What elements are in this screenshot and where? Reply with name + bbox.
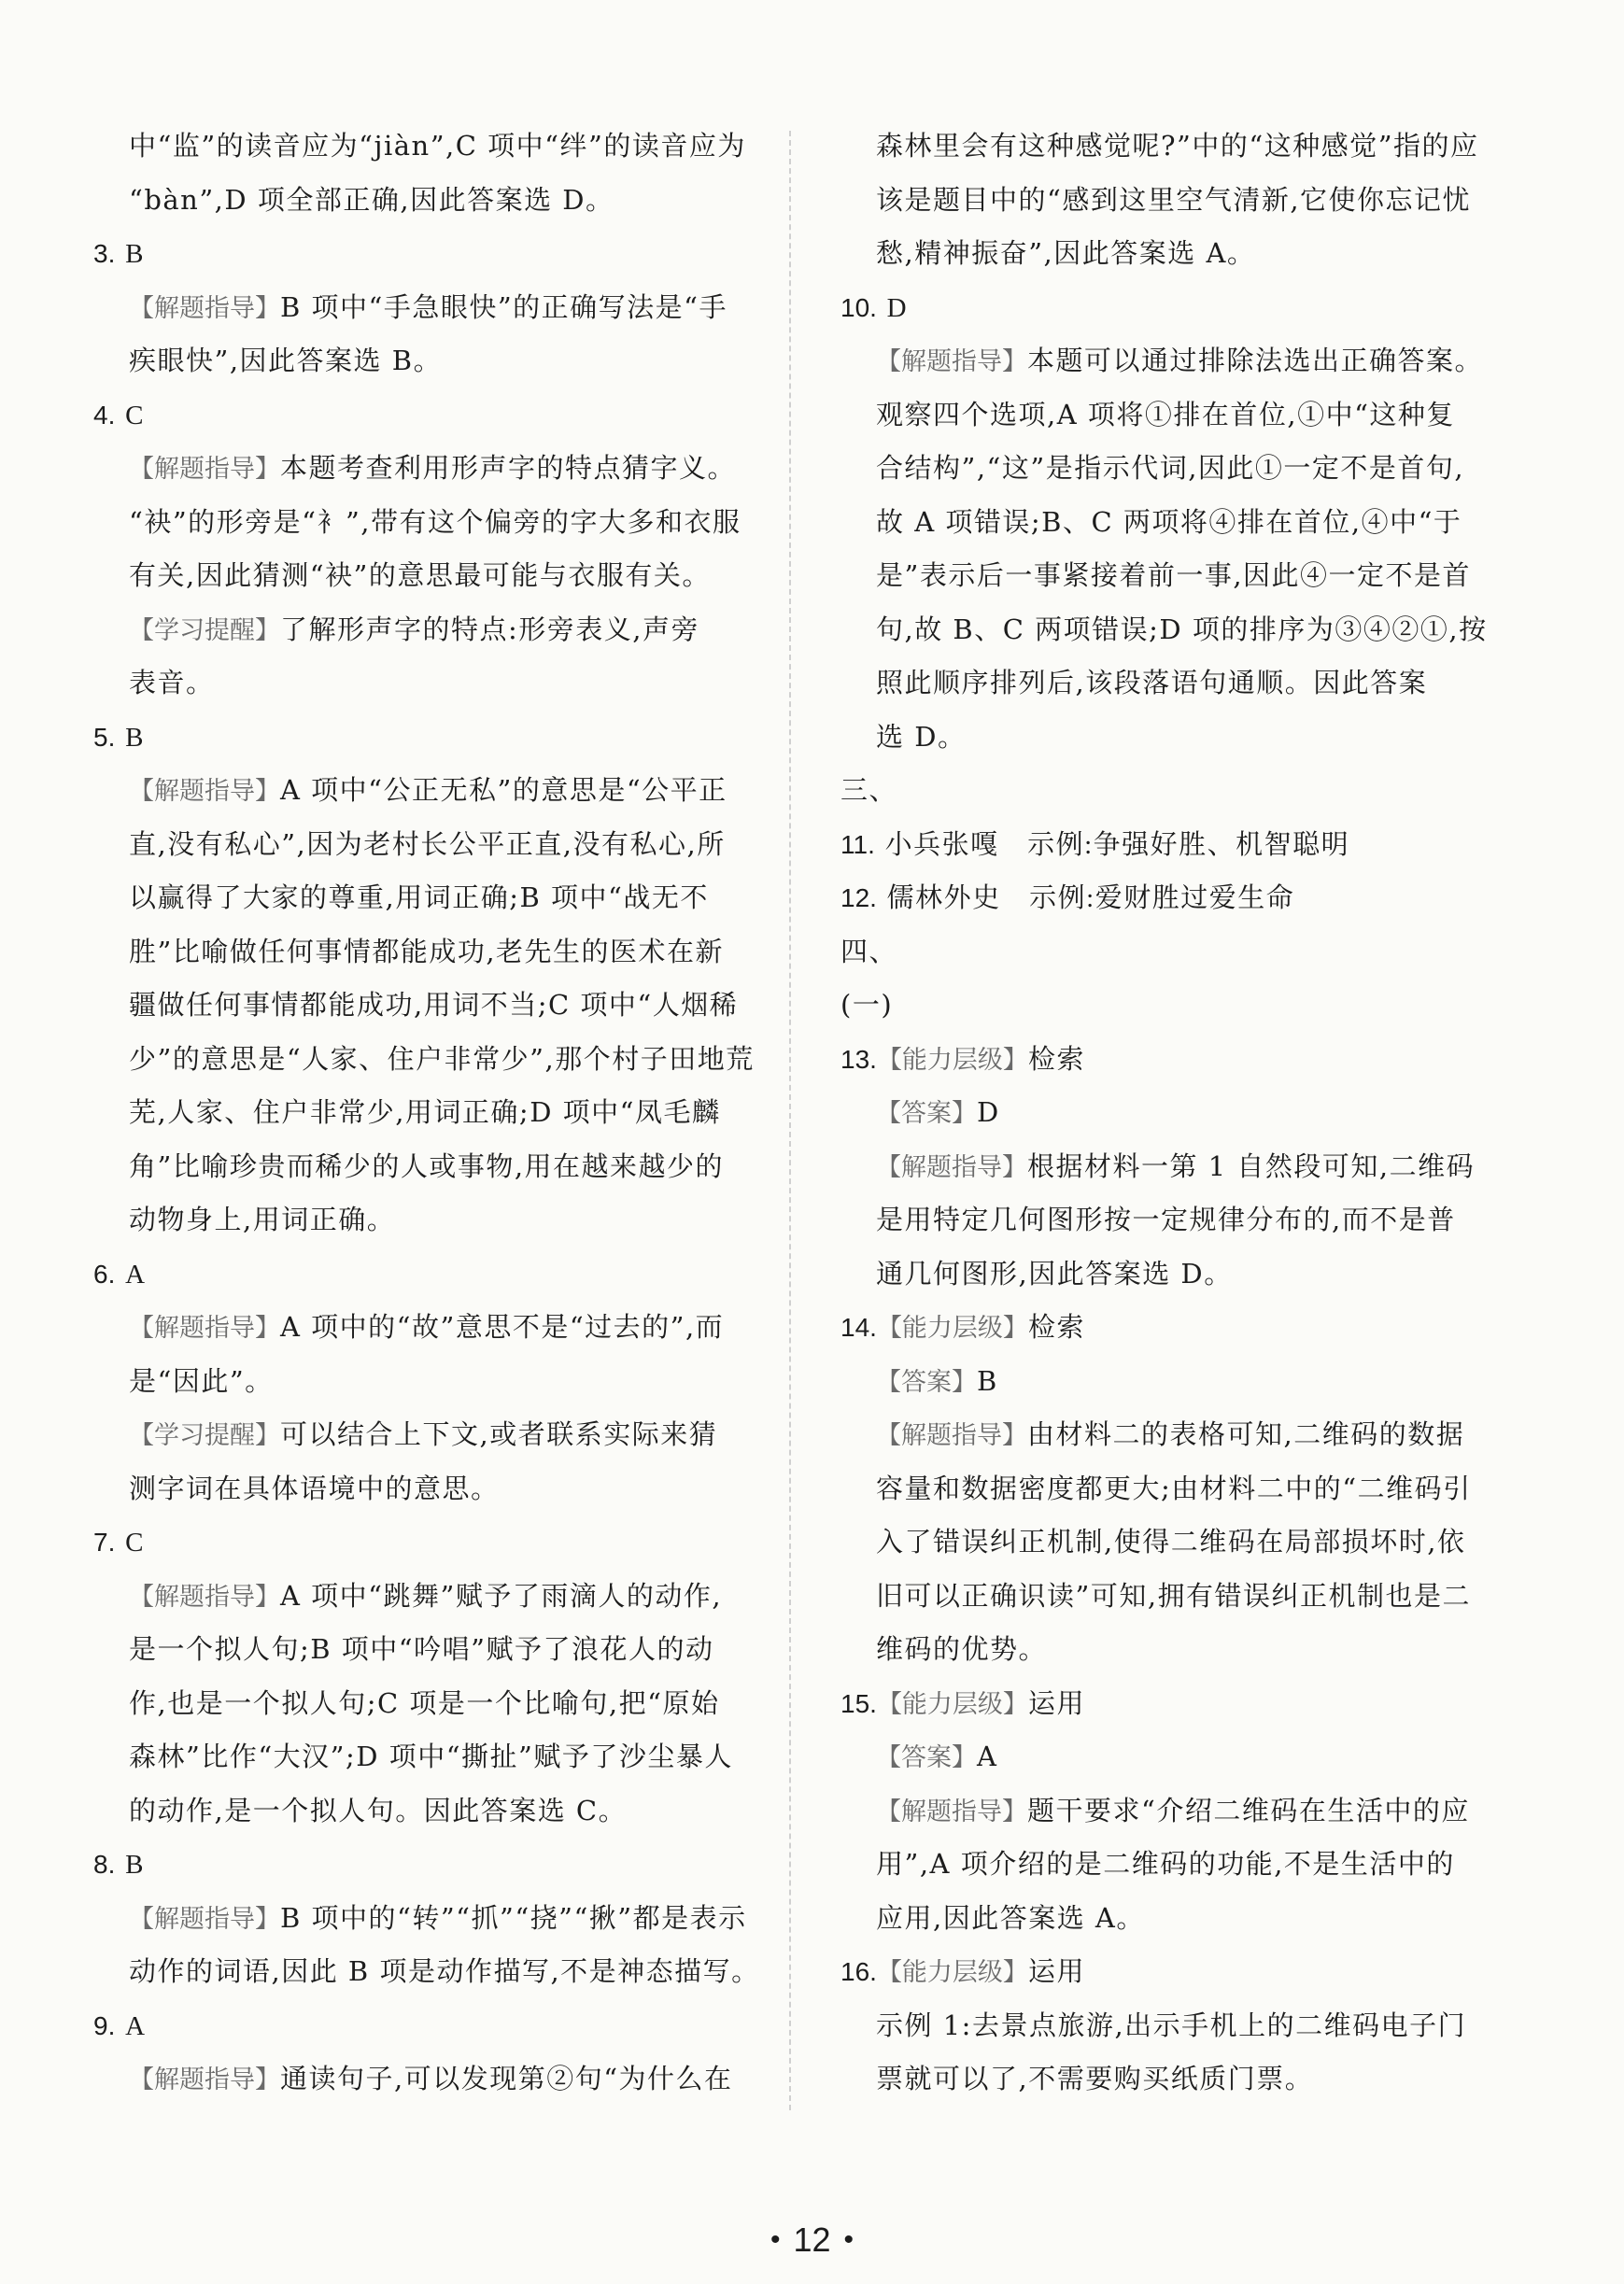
text-line — [840, 1838, 1513, 1892]
line-text: 是一个拟人句;B 项中“吟唱”赋予了浪花人的动 — [129, 1633, 714, 1665]
section-heading-text: 三、 — [840, 774, 898, 806]
text-line — [93, 120, 761, 174]
section-heading-text: (一) — [840, 989, 894, 1021]
right-column — [840, 120, 1513, 2107]
explanation-tag: 【解题指导】 — [129, 777, 280, 806]
ability-level-text: 检索 — [1027, 1311, 1085, 1343]
question-answer-line — [93, 388, 761, 443]
question-answer-line — [93, 1838, 761, 1892]
text-line — [93, 656, 761, 711]
line-text: 旧可以正确识读”可知,拥有错误纠正机制也是二 — [876, 1579, 1472, 1612]
page-footer — [0, 2221, 1624, 2260]
ability-level-text: 运用 — [1027, 1686, 1085, 1719]
answer-text: B — [125, 1850, 145, 1880]
tagged-line — [840, 334, 1513, 388]
text-line — [840, 1892, 1513, 1946]
explanation-tag: 【解题指导】 — [129, 293, 280, 323]
line-text: 是”表示后一事紧接着前一事,因此④一定不是首 — [876, 559, 1472, 591]
text-line — [93, 871, 761, 925]
explanation-tag: 【答案】 — [876, 1743, 977, 1772]
text-line — [840, 1248, 1513, 1302]
line-text: 中“监”的读音应为“jiàn”,C 项中“绊”的读音应为 — [129, 130, 746, 162]
explanation-tag: 【解题指导】 — [129, 2065, 280, 2094]
explanation-tag: 【学习提醒】 — [129, 615, 280, 645]
line-text: 通几何图形,因此答案选 D。 — [876, 1257, 1233, 1290]
text-line — [93, 1355, 761, 1409]
explanation-text: 根据材料一第 1 自然段可知,二维码 — [1027, 1149, 1476, 1182]
text-line — [93, 496, 761, 550]
text-line — [840, 1999, 1513, 2053]
question-answer-line — [93, 711, 761, 765]
line-text: 应用,因此答案选 A。 — [876, 1901, 1145, 1934]
text-line — [93, 1730, 761, 1784]
line-text: 芜,人家、住户非常少,用词正确;D 项中“凤毛麟 — [129, 1096, 721, 1128]
question-answer-line — [93, 1248, 761, 1302]
answer-text: A — [125, 1259, 147, 1290]
explanation-tag: 【解题指导】 — [876, 1152, 1027, 1182]
line-text: 用”,A 项介绍的是二维码的功能,不是生活中的 — [876, 1848, 1455, 1880]
answer-text: 小兵张嘎 示例:争强好胜、机智聪明 — [884, 829, 1350, 860]
tagged-line — [93, 281, 761, 335]
line-text: 是用特定几何图形按一定规律分布的,而不是普 — [876, 1204, 1456, 1235]
line-text: 以赢得了大家的尊重,用词正确;B 项中“战无不 — [129, 881, 709, 913]
explanation-tag: 【解题指导】 — [876, 1797, 1027, 1826]
text-line — [840, 549, 1513, 603]
ability-level-tag: 【能力层级】 — [876, 1958, 1028, 1987]
answer-text: C — [125, 1528, 145, 1558]
tagged-line — [93, 1892, 761, 1946]
text-line — [840, 442, 1513, 496]
text-line — [93, 1033, 761, 1087]
text-line — [93, 1086, 761, 1140]
answer-text: D — [886, 292, 909, 323]
question-number: 11. — [840, 829, 875, 859]
explanation-text: A 项中的“故”意思不是“过去的”,而 — [280, 1311, 725, 1343]
answer-text: B — [125, 722, 145, 753]
question-number: 8. — [93, 1850, 116, 1879]
text-line — [93, 334, 761, 388]
tagged-line — [840, 1140, 1513, 1194]
line-text: 是“因此”。 — [129, 1364, 274, 1397]
text-line — [840, 656, 1513, 711]
line-text: 合结构”,“这”是指示代词,因此①一定不是首句, — [876, 452, 1465, 484]
text-line — [840, 174, 1513, 228]
footer-dot-right: • — [843, 2224, 854, 2255]
line-text: 森林”比作“大汉”;D 项中“撕扯”赋予了沙尘暴人 — [129, 1741, 733, 1772]
question-ability-line — [840, 1677, 1513, 1731]
text-line — [93, 1623, 761, 1677]
explanation-text: B 项中的“转”“抓”“挠”“揪”都是表示 — [280, 1901, 747, 1934]
line-text: “bàn”,D 项全部正确,因此答案选 D。 — [129, 183, 614, 216]
question-ability-line — [840, 1945, 1513, 1999]
explanation-tag: 【解题指导】 — [129, 1582, 280, 1612]
explanation-text: A — [977, 1741, 998, 1772]
answer-text: C — [125, 400, 145, 430]
text-line — [840, 603, 1513, 657]
line-text: 动物身上,用词正确。 — [129, 1204, 396, 1235]
explanation-text: A 项中“跳舞”赋予了雨滴人的动作, — [280, 1579, 723, 1612]
explanation-tag: 【解题指导】 — [129, 455, 280, 484]
tagged-line — [840, 1408, 1513, 1462]
explanation-text: 可以结合上下文,或者联系实际来猜 — [280, 1418, 718, 1450]
question-ability-line — [840, 1301, 1513, 1355]
ability-level-tag: 【能力层级】 — [876, 1689, 1028, 1719]
line-text: 的动作,是一个拟人句。因此答案选 C。 — [129, 1794, 628, 1826]
line-text: 票就可以了,不需要购买纸质门票。 — [876, 2063, 1314, 2094]
text-line — [840, 1516, 1513, 1570]
line-text: 胜”比喻做任何事情都能成功,老先生的医术在新 — [129, 935, 725, 967]
explanation-text: D — [977, 1096, 1000, 1128]
line-text: “袂”的形旁是“衤”,带有这个偏旁的字大多和衣服 — [129, 505, 741, 538]
explanation-text: 题干要求“介绍二维码在生活中的应 — [1027, 1794, 1470, 1826]
question-number: 4. — [93, 400, 116, 430]
question-number: 5. — [93, 722, 116, 752]
line-text: 直,没有私心”,因为老村长公平正直,没有私心,所 — [129, 827, 726, 860]
question-answer-line — [93, 1999, 761, 2053]
text-line — [840, 120, 1513, 174]
tagged-line — [840, 1730, 1513, 1784]
tagged-line — [93, 1570, 761, 1624]
text-line — [840, 227, 1513, 281]
tagged-line — [93, 603, 761, 657]
line-text: 测字词在具体语境中的意思。 — [129, 1472, 500, 1504]
text-line — [93, 549, 761, 603]
page-number: 12 — [793, 2221, 831, 2259]
line-text: 故 A 项错误;B、C 两项将④排在首位,④中“于 — [876, 505, 1462, 538]
line-text: 有关,因此猜测“袂”的意思最可能与衣服有关。 — [129, 559, 711, 591]
text-line — [93, 1140, 761, 1194]
tagged-line — [93, 2052, 761, 2107]
question-number: 7. — [93, 1528, 116, 1557]
question-number: 12. — [840, 883, 877, 912]
tagged-line — [93, 1408, 761, 1462]
explanation-tag: 【答案】 — [876, 1099, 977, 1128]
line-text: 容量和数据密度都更大;由材料二中的“二维码引 — [876, 1472, 1472, 1504]
explanation-text: A 项中“公正无私”的意思是“公平正 — [280, 774, 727, 806]
explanation-text: 了解形声字的特点:形旁表义,声旁 — [280, 613, 699, 645]
tagged-line — [93, 764, 761, 818]
explanation-text: 本题考查利用形声字的特点猜字义。 — [280, 452, 737, 484]
answer-text: 儒林外史 示例:爱财胜过爱生命 — [886, 883, 1295, 913]
line-text: 示例 1:去景点旅游,出示手机上的二维码电子门 — [876, 2009, 1467, 2041]
question-number: 10. — [840, 292, 877, 322]
line-text: 角”比喻珍贵而稀少的人或事物,用在越来越少的 — [129, 1149, 725, 1182]
tagged-line — [840, 1784, 1513, 1839]
answer-text: B — [125, 239, 145, 269]
line-text: 维码的优势。 — [876, 1633, 1048, 1665]
line-text: 该是题目中的“感到这里空气清新,它使你忘记忧 — [876, 183, 1472, 216]
question-answer-line — [840, 871, 1513, 925]
text-line — [93, 925, 761, 980]
text-line — [93, 1784, 761, 1839]
line-text: 森林里会有这种感觉呢?”中的“这种感觉”指的应 — [876, 130, 1479, 162]
text-line — [93, 1677, 761, 1731]
text-line — [93, 979, 761, 1033]
line-text: 选 D。 — [876, 720, 967, 753]
text-line — [93, 1945, 761, 1999]
question-answer-line — [840, 818, 1513, 872]
question-number: 13. — [840, 1044, 877, 1074]
explanation-text: B — [977, 1364, 998, 1397]
answer-text: A — [125, 2010, 147, 2041]
footer-dot-left: • — [770, 2224, 781, 2255]
text-line — [93, 1193, 761, 1248]
question-ability-line — [840, 1033, 1513, 1087]
text-line — [93, 174, 761, 228]
text-line — [840, 496, 1513, 550]
text-line — [93, 1462, 761, 1516]
text-line — [840, 1570, 1513, 1624]
ability-level-text: 运用 — [1027, 1955, 1085, 1987]
question-number: 15. — [840, 1688, 877, 1718]
question-number: 9. — [93, 2010, 116, 2040]
text-line — [840, 1462, 1513, 1516]
ability-level-tag: 【能力层级】 — [876, 1314, 1028, 1343]
line-text: 疾眼快”,因此答案选 B。 — [129, 345, 443, 376]
line-text: 作,也是一个拟人句;C 项是一个比喻句,把“原始 — [129, 1686, 720, 1719]
question-answer-line — [93, 1516, 761, 1570]
tagged-line — [840, 1355, 1513, 1409]
explanation-text: B 项中“手急眼快”的正确写法是“手 — [280, 290, 728, 323]
section-heading — [840, 764, 1513, 818]
section-heading — [840, 979, 1513, 1033]
left-column — [93, 120, 761, 2107]
line-text: 照此顺序排列后,该段落语句通顺。因此答案 — [876, 667, 1428, 698]
explanation-text: 本题可以通过排除法选出正确答案。 — [1027, 345, 1484, 376]
ability-level-tag: 【能力层级】 — [876, 1045, 1028, 1075]
ability-level-text: 检索 — [1027, 1042, 1085, 1075]
section-heading-text: 四、 — [840, 935, 898, 967]
column-divider — [789, 131, 791, 2110]
question-number: 6. — [93, 1259, 116, 1289]
explanation-tag: 【解题指导】 — [129, 1314, 280, 1343]
line-text: 疆做任何事情都能成功,用词不当;C 项中“人烟稀 — [129, 989, 739, 1021]
text-line — [840, 711, 1513, 765]
explanation-text: 由材料二的表格可知,二维码的数据 — [1027, 1418, 1465, 1450]
explanation-tag: 【解题指导】 — [876, 1421, 1027, 1450]
tagged-line — [840, 1086, 1513, 1140]
section-heading — [840, 925, 1513, 980]
line-text: 观察四个选项,A 项将①排在首位,①中“这种复 — [876, 398, 1455, 430]
line-text: 少”的意思是“人家、住户非常少”,那个村子田地荒 — [129, 1042, 755, 1075]
line-text: 动作的词语,因此 B 项是动作描写,不是神态描写。 — [129, 1955, 760, 1987]
explanation-tag: 【解题指导】 — [129, 1904, 280, 1934]
explanation-text: 通读句子,可以发现第②句“为什么在 — [280, 2063, 733, 2094]
question-number: 3. — [93, 239, 116, 268]
question-answer-line — [840, 281, 1513, 335]
line-text: 愁,精神振奋”,因此答案选 A。 — [876, 237, 1256, 269]
explanation-tag: 【解题指导】 — [876, 347, 1027, 376]
question-number: 16. — [840, 1957, 877, 1986]
explanation-tag: 【答案】 — [876, 1367, 977, 1397]
line-text: 句,故 B、C 两项错误;D 项的排序为③④②①,按 — [876, 613, 1488, 645]
explanation-tag: 【学习提醒】 — [129, 1421, 280, 1450]
text-line — [840, 388, 1513, 443]
tagged-line — [93, 1301, 761, 1355]
text-line — [840, 2052, 1513, 2107]
question-number: 14. — [840, 1313, 877, 1342]
line-text: 表音。 — [129, 667, 215, 698]
question-answer-line — [93, 227, 761, 281]
tagged-line — [93, 442, 761, 496]
line-text: 入了错误纠正机制,使得二维码在局部损坏时,依 — [876, 1526, 1466, 1558]
text-line — [93, 818, 761, 872]
text-line — [840, 1193, 1513, 1248]
text-line — [840, 1623, 1513, 1677]
